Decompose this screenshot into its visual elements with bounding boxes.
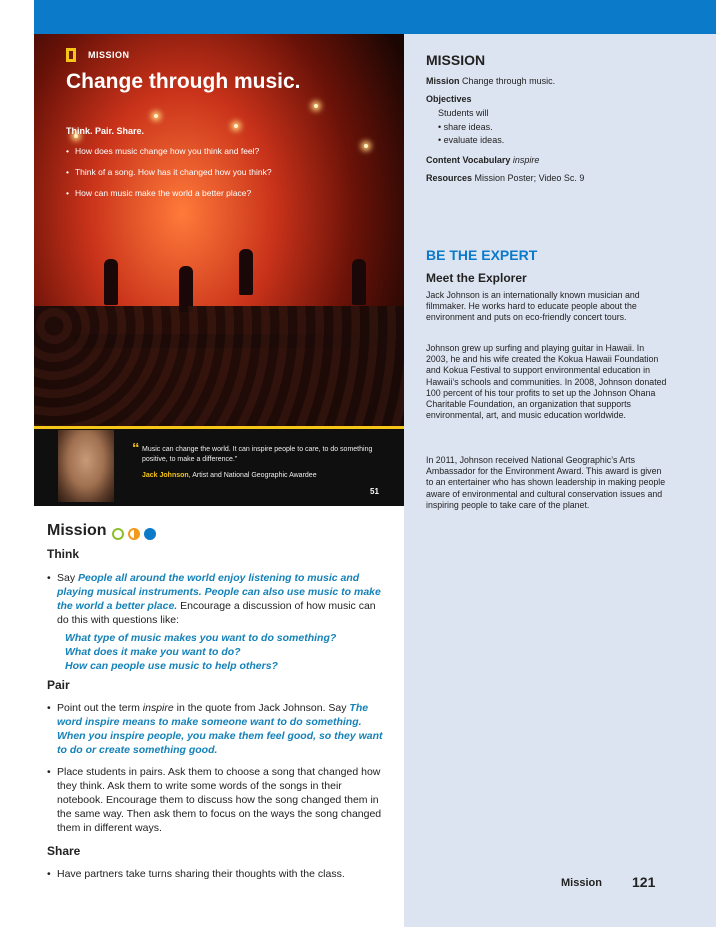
bullet-icon: •	[47, 702, 51, 714]
pair-text-2: Place students in pairs. Ask them to choose a song that changed how they think. Ask them to write some words of the songs in their notebook. Encourage them to discuss how the song changed them in the same way. Then ask them to focus on the ways the song changed them in different ways.	[57, 766, 382, 834]
photo-question: • Think of a song. How has it changed how you think?	[66, 167, 272, 188]
photo-question-list	[66, 146, 272, 209]
quote-author: Jack Johnson	[142, 472, 189, 479]
quote-divider	[34, 426, 404, 429]
objectives-list	[438, 121, 504, 147]
bullet-icon: •	[47, 766, 51, 778]
pair-text-b: in the quote from Jack Johnson. Say	[173, 702, 350, 714]
think-pair-share-heading: Think. Pair. Share.	[66, 126, 145, 136]
resources-label: Resources	[426, 173, 473, 183]
full-circle-icon	[144, 528, 156, 540]
bio-paragraph-1: Jack Johnson is an internationally known musician and filmmaker. He works hard to educate people about the environment and puts on eco-friendly concert tours.	[426, 290, 640, 323]
stage-light	[364, 144, 368, 148]
national-geographic-logo-icon	[66, 48, 76, 62]
bullet-icon: •	[47, 868, 51, 880]
say-prefix: Say	[57, 572, 79, 584]
meet-explorer-heading: Meet the Explorer	[426, 271, 527, 285]
footer-section-label: Mission	[561, 877, 602, 889]
pair-paragraph-1	[47, 701, 387, 757]
say-text: People all around the world enjoy listening to music and playing musical instruments. People can also use music to make the world a better place.	[57, 572, 381, 612]
pair-text-a: Point out the term	[57, 702, 143, 714]
top-color-bar	[34, 0, 716, 34]
quote-author-role: , Artist and National Geographic Awardee	[188, 472, 317, 479]
objective-item: • evaluate ideas.	[438, 135, 505, 145]
share-heading: Share	[47, 844, 81, 858]
jack-johnson-portrait	[58, 430, 114, 502]
stage-light	[314, 104, 318, 108]
objectives-label: Objectives	[426, 94, 472, 104]
bio-paragraph-2: Johnson grew up surfing and playing guitar in Hawaii. In 2003, he and his wife created the Kokua Hawaii Foundation and Kokua Festival to support environmental education in Hawaii’s schools and communities. In 2008, Johnson donated 100 percent of his tour profits to set up the Johnson Ohana Charitable Foundation, an organization that supports environmental, art, and music education worldwide.	[426, 343, 667, 421]
mission-value: Change through music.	[462, 76, 556, 86]
think-follow-text: Encourage a discussion of how music can do this with questions like:	[57, 600, 376, 626]
empty-circle-icon	[112, 528, 124, 540]
bullet-icon: •	[47, 572, 51, 584]
be-the-expert-heading: BE THE EXPERT	[426, 247, 538, 263]
think-question: What type of music makes you want to do something?	[65, 632, 337, 644]
bio-paragraph-3: In 2011, Johnson received National Geographic’s Arts Ambassador for the Environment Award. This award is given to an entertainer who has shown leadership in making people aware of environmental and cultural conservation issues and inspiring people to take care of the planet.	[426, 455, 666, 510]
think-heading: Think	[47, 547, 79, 561]
think-question: What does it make you want to do?	[65, 646, 241, 658]
performer-guitar-left	[104, 259, 118, 305]
pair-say-text: The word inspire means to make someone want to do something. When you inspire people, you make them feel good, so they want to do or create something good.	[57, 702, 383, 756]
think-question-list	[65, 631, 385, 673]
audience-crowd	[34, 306, 404, 426]
lesson-title: Mission	[47, 522, 107, 539]
share-paragraph	[47, 867, 387, 881]
think-question: How can people use music to help others?	[65, 660, 278, 672]
quote-attribution	[142, 472, 317, 479]
progress-circles	[112, 525, 160, 543]
sidebar-title: MISSION	[426, 52, 486, 68]
photo-question: • How can music make the world a better place?	[66, 188, 272, 209]
think-paragraph	[47, 571, 387, 627]
half-circle-icon	[128, 528, 140, 540]
resources-value: Mission Poster; Video Sc. 9	[474, 173, 585, 183]
term-inspire: inspire	[142, 702, 174, 714]
vocab-label: Content Vocabulary	[426, 155, 511, 165]
mission-row	[426, 75, 555, 87]
photo-title: Change through music.	[66, 70, 301, 93]
quote-text: Music can change the world. It can inspire people to care, to do something positive, to make a difference.”	[142, 446, 373, 463]
quote-mark-icon: “	[132, 440, 140, 457]
pair-paragraph-2	[47, 765, 387, 835]
pair-heading: Pair	[47, 678, 70, 692]
mission-label: Mission	[426, 76, 460, 86]
performer-singer	[239, 249, 253, 295]
mission-tag: MISSION	[88, 50, 130, 60]
resources-row	[426, 172, 584, 184]
performer-keyboard	[352, 259, 366, 305]
vocab-row	[426, 154, 539, 166]
objective-item: • share ideas.	[438, 122, 493, 132]
stage-light	[234, 124, 238, 128]
share-text: Have partners take turns sharing their thoughts with the class.	[57, 868, 345, 880]
objectives-intro: Students will	[438, 108, 489, 118]
page-number: 121	[632, 874, 656, 890]
student-page-number: 51	[370, 487, 379, 496]
photo-question: • How does music change how you think and feel?	[66, 146, 272, 167]
stage-light	[154, 114, 158, 118]
vocab-value: inspire	[512, 155, 540, 165]
